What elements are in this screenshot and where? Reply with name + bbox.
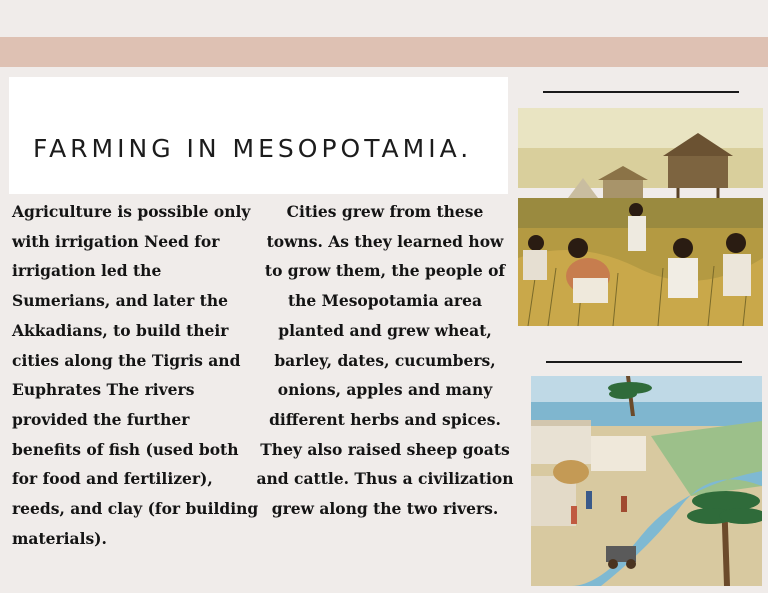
page-title: FARMING IN MESOPOTAMIA.	[33, 134, 473, 163]
farmers-harvesting-image	[518, 108, 763, 326]
cities-paragraph: Cities grew from these towns. As they learned how to grow them, the people of the Mesopotamia area planted and grew wheat, barley, dates, cucumbers, onions, apples and many different herbs and spices. They also raised sheep goats and cattle. Thus a civilization grew along the two rivers.	[256, 202, 514, 519]
middle-divider	[546, 361, 742, 363]
mesopotamian-town-image	[531, 376, 762, 586]
agriculture-paragraph: Agriculture is possible only with irrigation Need for irrigation led the Sumerians, and later the Akkadians, to build their cities along the Tigris and Euphrates The rivers provided the further benefits of fish (used both for food and fertilizer), reeds, and clay (for building materials).	[12, 202, 259, 548]
header-band	[0, 37, 768, 67]
top-divider	[543, 91, 739, 93]
